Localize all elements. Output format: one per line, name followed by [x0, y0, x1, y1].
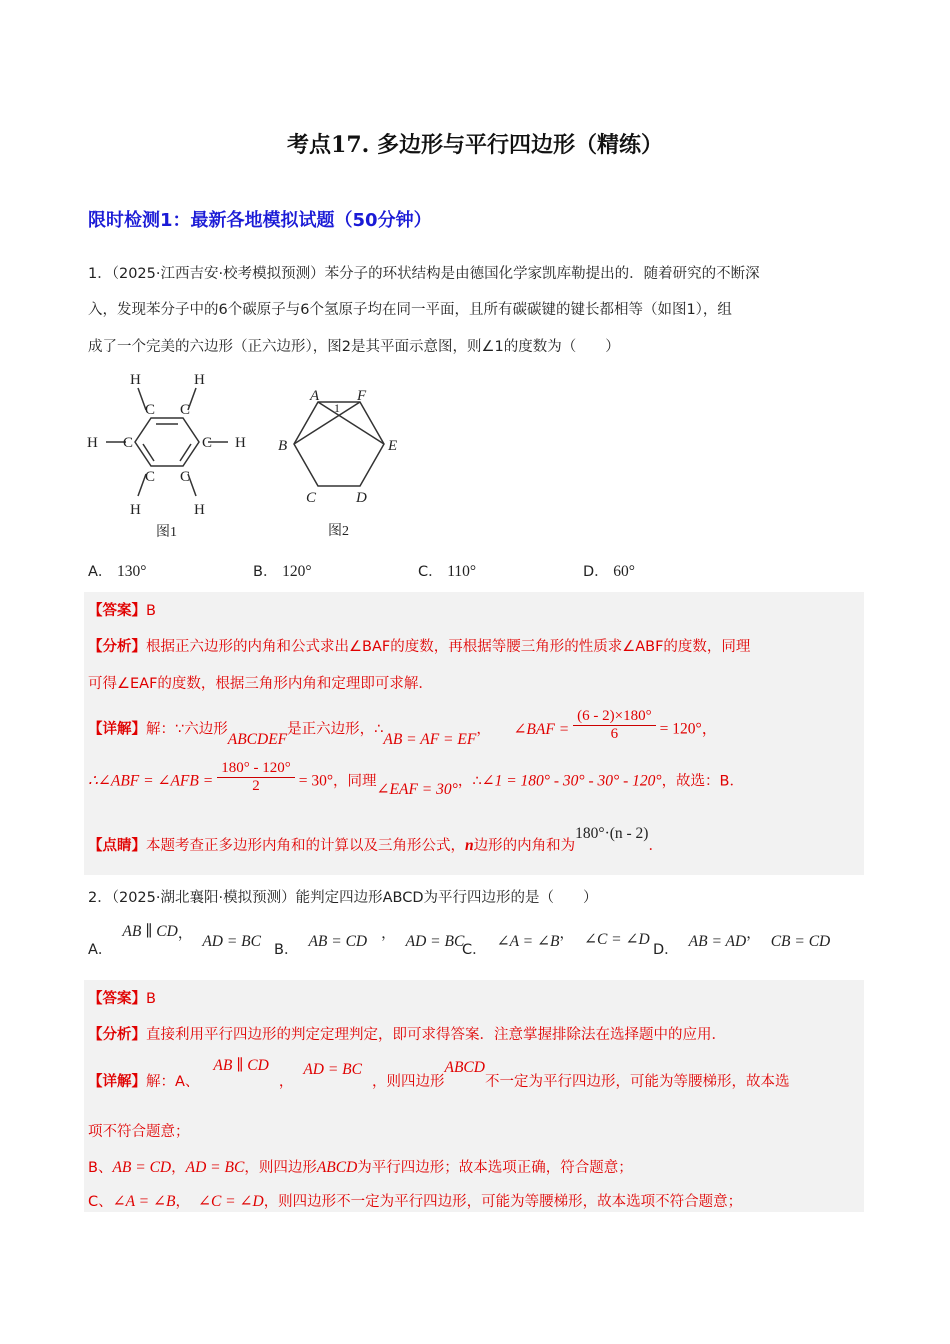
section-heading: 限时检测1：最新各地模拟试题（50分钟） — [88, 210, 432, 231]
a2-analysis-line: 【分析】直接利用平行四边形的判定定理判定，即可求得答案．注意掌握排除法在选择题中的应用． — [88, 1027, 726, 1043]
svg-text:C: C — [145, 469, 156, 485]
a2-answer-line: 【答案】B — [88, 991, 156, 1007]
q1-option-d[interactable]: D． 60° — [583, 563, 635, 580]
answer-box-1 — [84, 592, 864, 875]
answer-box-2 — [84, 980, 864, 1212]
a2-c-line: C、∠A = ∠B， ∠C = ∠D，则四边形不一定为平行四边形，可能为等腰梯形，故本选项不符合题意； — [88, 1193, 743, 1210]
fig2-label-f: F — [357, 388, 367, 404]
fig2-label-d: D — [356, 490, 367, 506]
figure-2-hexagon — [270, 380, 410, 545]
a1-analysis-line-2: 可得∠EAF的度数，根据三角形内角和定理即可求解． — [88, 676, 433, 692]
fig2-caption: 图2 — [328, 524, 349, 539]
fig2-label-e: E — [388, 438, 398, 454]
svg-text:C: C — [180, 469, 191, 485]
svg-text:H: H — [87, 435, 98, 451]
q2-option-a[interactable]: A．AB ∥ CD， AD = BC — [88, 923, 261, 958]
fig2-angle-1: 1 — [334, 401, 340, 415]
svg-text:C: C — [202, 435, 213, 451]
figure-1-benzene — [82, 366, 262, 546]
q1-line-1: 1．（2025·江西吉安·校考模拟预测）苯分子的环状结构是由德国化学家凯库勒提出的．随着研究的不断深 — [88, 266, 760, 282]
a2-detail-line-1: 【详解】解：A、AB ∥ CD，AD = BC，则四边形ABCD不一定为平行四边形，可能为等腰梯形，故本选 — [88, 1057, 790, 1090]
a2-detail-line-2: 项不符合题意； — [88, 1124, 190, 1140]
fig2-label-c: C — [306, 490, 317, 506]
svg-text:C: C — [180, 402, 191, 418]
svg-text:H: H — [235, 435, 246, 451]
q1-option-c[interactable]: C． 110° — [418, 563, 477, 580]
svg-text:H: H — [194, 372, 205, 388]
a1-detail-line-1: 【详解】解：∵六边形ABCDEF是正六边形，∴AB = AF = EF， ∠BAF = $\frac{(6 - 2)\times 180^\circ}{6}$ = 120°， — [88, 708, 718, 748]
page-title: 考点17. 多边形与平行四边形（精练） — [287, 132, 663, 158]
a1-point-line: 【点睛】本题考查正多边形内角和的计算以及三角形公式，n边形的内角和为180°·(n - 2)． — [88, 825, 663, 854]
fig1-label-h: H — [130, 372, 141, 388]
fig1-caption: 图1 — [156, 525, 177, 540]
q1-option-b[interactable]: B． 120° — [253, 563, 312, 580]
q1-option-a[interactable]: A． 130° — [88, 563, 147, 580]
svg-text:C: C — [145, 402, 156, 418]
a1-detail-line-2: ∴∠ABF = ∠AFB = $\frac{180^\circ - 120^\circ}{2}$ = 30°，同理∠EAF = 30°，∴∠1 = 180° - 30° - 30° - 120°，故选：B． — [88, 760, 745, 798]
svg-text:H: H — [130, 502, 141, 518]
q1-line-3: 成了一个完美的六边形（正六边形），图2是其平面示意图，则∠1的度数为（ ） — [88, 339, 620, 355]
a1-answer-line: 【答案】B — [88, 603, 156, 619]
q1-line-2: 入，发现苯分子中的6个碳原子与6个氢原子均在同一平面，且所有碳碳键的键长都相等（如图1），组 — [88, 302, 732, 318]
q2-line-1: 2．（2025·湖北襄阳·模拟预测）能判定四边形ABCD为平行四边形的是（ ） — [88, 890, 598, 906]
a2-b-line: B、AB = CD，AD = BC，则四边形ABCD为平行四边形；故本选项正确，符合题意； — [88, 1159, 633, 1176]
q2-option-c[interactable]: C． ∠A = ∠B， ∠C = ∠D — [462, 926, 650, 958]
svg-text:C: C — [123, 435, 134, 451]
a1-analysis-line-1: 【分析】根据正六边形的内角和公式求出∠BAF的度数，再根据等腰三角形的性质求∠ABF的度数，同理 — [88, 639, 751, 655]
fig2-label-a: A — [310, 388, 320, 404]
fig2-label-b: B — [278, 438, 288, 454]
q2-option-b[interactable]: B． AB = CD ， AD = BC — [274, 926, 465, 958]
q2-options — [88, 922, 868, 962]
svg-text:H: H — [194, 502, 205, 518]
q2-option-d[interactable]: D． AB = AD， CB = CD — [653, 926, 831, 958]
